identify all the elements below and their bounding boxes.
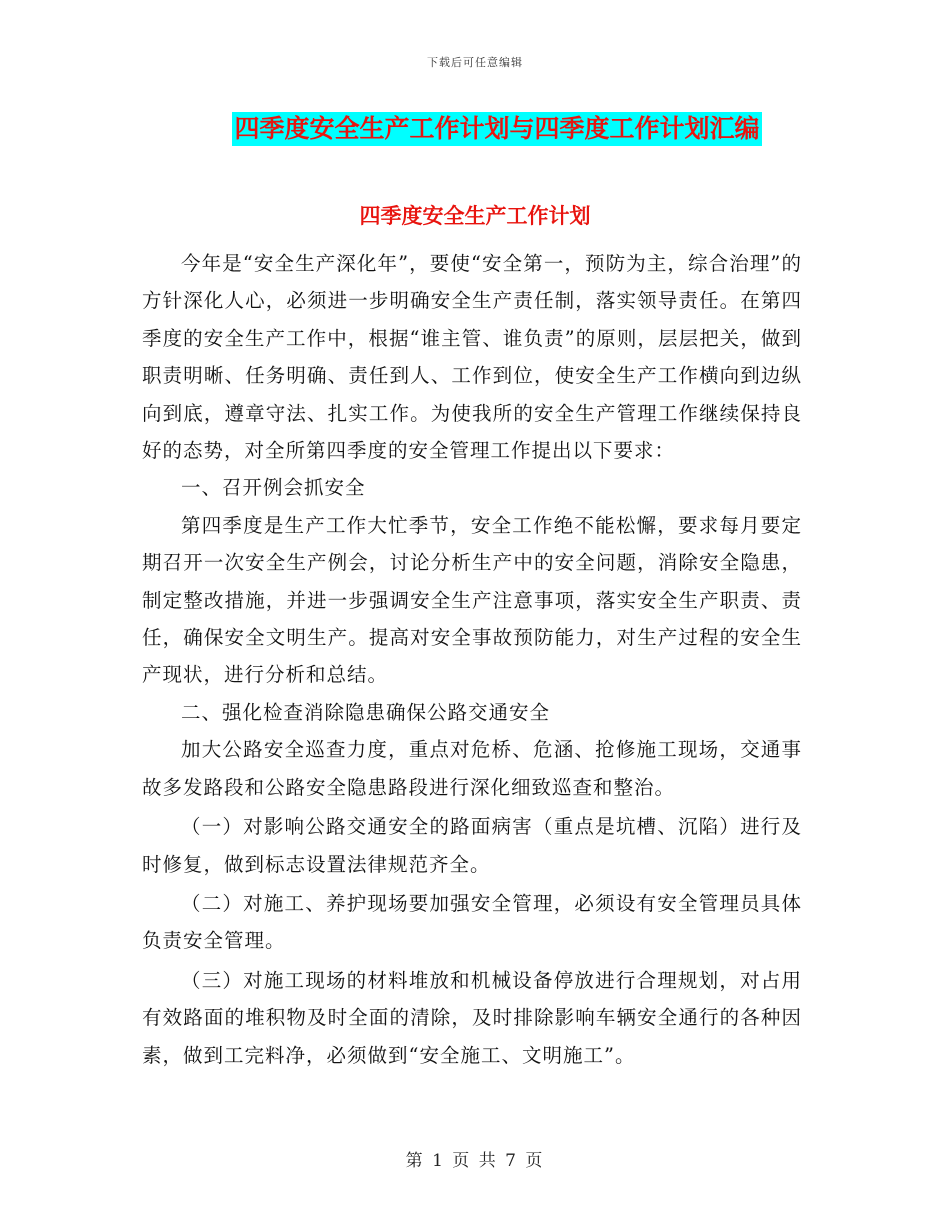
document-title-wrap [0,112,950,146]
paragraph-intro: 今年是“安全生产深化年”，要使“安全第一，预防为主，综合治理”的方针深化人心，必须进一步明确安全生产责任制，落实领导责任。在第四季度的安全生产工作中，根据“谁主管、谁负责”的原则，层层把关，做到职责明晰、任务明确、责任到人、工作到位，使安全生产工作横向到边纵向到底，遵章守法、扎实工作。为使我所的安全生产管理工作继续保持良好的态势，对全所第四季度的安全管理工作提出以下要求： [142,252,802,463]
list-item-3: （三）对施工现场的材料堆放和机械设备停放进行合理规划，对占用有效路面的堆积物及时全面的清除，及时排除影响车辆安全通行的各种因素，做到工完料净，必须做到“安全施工、文明施工”。 [142,968,802,1067]
list-item-2: （二）对施工、养护现场要加强安全管理，必须设有安全管理员具体负责安全管理。 [142,891,802,953]
header-note: 下载后可任意编辑 [427,56,523,69]
paragraph-section-1: 第四季度是生产工作大忙季节，安全工作绝不能松懈，要求每月要定期召开一次安全生产例会，讨论分析生产中的安全问题，消除安全隐患，制定整改措施，并进一步强调安全生产注意事项，落实安全生产职责、责任，确保安全文明生产。提高对安全事故预防能力，对生产过程的安全生产现状，进行分析和总结。 [142,513,802,687]
section-heading-2: 二、强化检查消除隐患确保公路交通安全 [181,700,551,724]
paragraph-section-2: 加大公路安全巡查力度，重点对危桥、危涵、抢修施工现场，交通事故多发路段和公路安全隐患路段进行深化细致巡查和整治。 [142,738,802,799]
section-title: 四季度安全生产工作计划 [359,204,591,228]
document-body [142,245,802,1074]
page-number: 第 1 页 共 7 页 [405,1151,545,1171]
list-item-1: （一）对影响公路交通安全的路面病害（重点是坑槽、沉陷）进行及时修复，做到标志设置法律规范齐全。 [142,815,802,876]
section-heading-1: 一、召开例会抓安全 [181,476,366,500]
document-title: 四季度安全生产工作计划与四季度工作计划汇编 [232,112,761,146]
